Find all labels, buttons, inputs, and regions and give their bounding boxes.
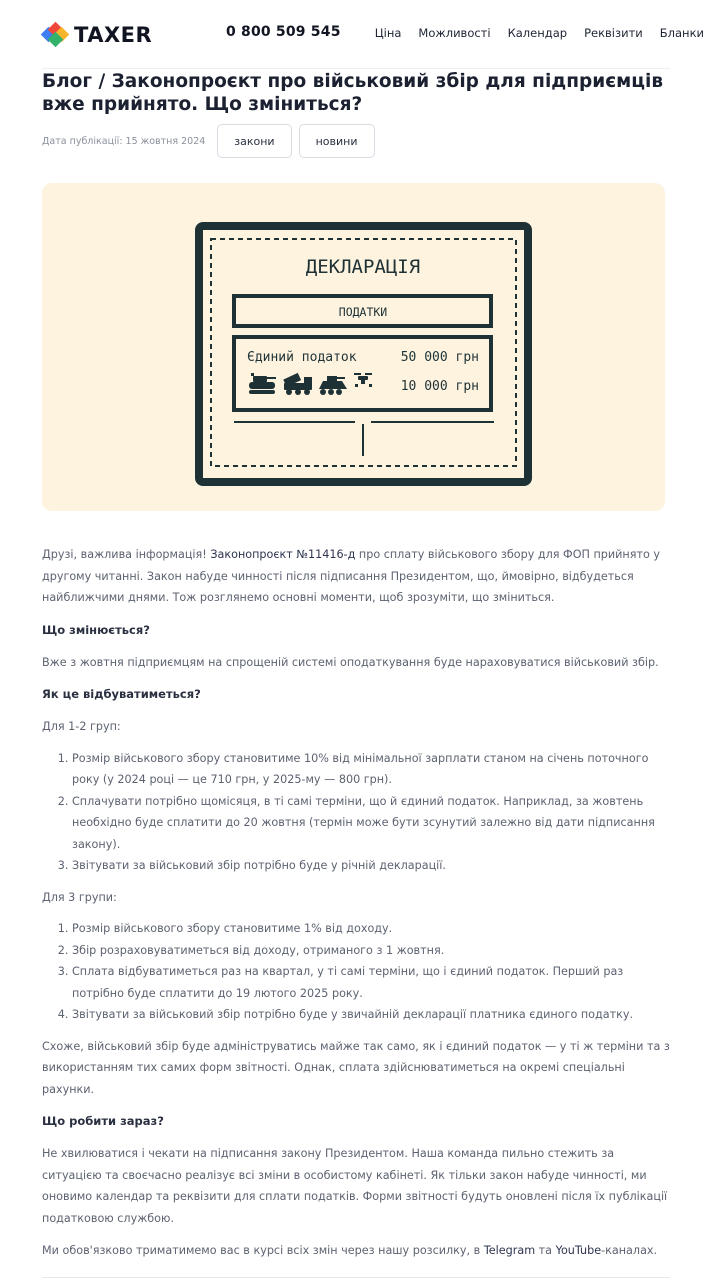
list-item: 2. Сплачувати потрібно щомісяця, в ті самі терміни, що й єдиний податок. Наприклад, за жовтень необхідно буде сплатити до 20 жовтня (термін може бути зсунутий залежно від дати підписання закону). [72,791,672,856]
tag-news[interactable]: новини [299,124,375,158]
heading-how-it-works: Як це відбуватиметься? [42,687,201,701]
list-item: 1. Розмір військового збору становитиме 10% від мінімальної зарплати станом на січень поточного року (у 2024 році — це 710 грн, у 2025-му — 800 грн). [72,748,672,791]
group12-label: Для 1-2 груп: [42,720,121,733]
tag-laws[interactable]: закони [217,124,291,158]
phone-number[interactable]: 0 800 509 545 [226,24,341,40]
outro-text-end: -каналах. [601,1244,658,1257]
intro-text-start: Друзі, важлива інформація! [42,548,211,561]
heading-what-to-do: Що робити зараз? [42,1114,164,1128]
site-header [0,0,712,70]
logo-diamond-icon [42,24,68,46]
youtube-link[interactable]: YouTube [555,1244,602,1257]
post-meta [42,124,382,158]
declaration-illustration [42,183,665,511]
group3-list [42,918,672,1026]
intro-paragraph [42,544,672,609]
declaration-heading: ДЕКЛАРАЦІЯ [305,256,421,278]
content-divider [42,1277,670,1278]
main-nav [358,26,704,40]
outro-text-start: Ми обов'язково триматимемо вас в курсі всіх змін через нашу розсилку, в [42,1244,484,1257]
similar-paragraph: Схоже, військовий збір буде адмініструватись майже так само, як і єдиний податок — у ті ж терміни та з використанням тих самих форм звітності. Однак, сплата здійснюватиметься на окремі спеціальні рахунки. [42,1039,670,1096]
bill-link[interactable]: Законопроєкт №11416-д [210,548,356,561]
page-title: Блог / Законопроєкт про військовий збір для підприємців вже прийнято. Що зміниться? [42,71,664,115]
taxes-box-label: ПОДАТКИ [338,305,388,319]
list-item: 4. Звітувати за військовий збір потрібно буде у звичайній декларації платника єдиного податку. [72,1004,672,1026]
intro-text-end: про сплату військового збору для ФОП прийнято у другому читанні. Закон набуде чинності після підписання Президентом, що, ймовірно, відбудеться найближчими днями. Тож розглянемо основні моменти, щоб зрозуміти, що зміниться. [42,548,661,604]
nav-item-requisites[interactable]: Реквізити [584,26,643,40]
what-to-do-paragraph: Не хвилюватися і чекати на підписання закону Президентом. Наша команда пильно стежить за ситуацією та своєчасно реалізує всі зміни в особистому кабінеті. Як тільки закон набуде чинності, ми оновимо календар та реквізити для сплати податків. Форми звітності будуть оновлені після їх публікації податковою службою. [42,1147,668,1225]
nav-item-price[interactable]: Ціна [374,26,402,40]
heading-what-changes: Що змінюється? [42,622,150,637]
group3-label: Для 3 групи: [42,890,117,904]
values-box [234,337,491,410]
logo-text: TAXER [74,23,153,47]
outro-paragraph [42,1240,672,1262]
nav-item-features[interactable]: Можливості [418,26,491,40]
list-item: 3. Сплата відбуватиметься раз на квартал, у ті самі терміни, що і єдиний податок. Перший раз потрібно буде сплатити до 19 лютого 2025 року. [72,961,672,1004]
telegram-link[interactable]: Telegram [483,1244,536,1257]
single-tax-value: 50 000 грн [400,350,479,365]
list-item: 3. Звітувати за військовий збір потрібно буде у річній декларації. [72,855,672,877]
article-body [42,544,672,1273]
nav-item-calendar[interactable]: Календар [507,26,568,40]
changes-paragraph: Вже з жовтня підприємцям на спрощеній системі оподаткування буде нараховуватися військовий збір. [42,655,659,669]
publication-date: Дата публікації: 15 жовтня 2024 [42,135,206,147]
list-item: 2. Збір розраховуватиметься від доходу, отриманого з 1 жовтня. [72,940,672,962]
military-tax-value: 10 000 грн [400,379,479,394]
list-item: 1. Розмір військового збору становитиме 1% від доходу. [72,918,672,940]
group12-list [42,748,672,877]
outro-text-middle: та [535,1244,556,1257]
taxer-logo[interactable] [42,22,152,48]
single-tax-label: Єдиний податок [247,350,357,365]
header-divider [42,68,670,69]
nav-item-forms[interactable]: Бланки [659,26,704,40]
